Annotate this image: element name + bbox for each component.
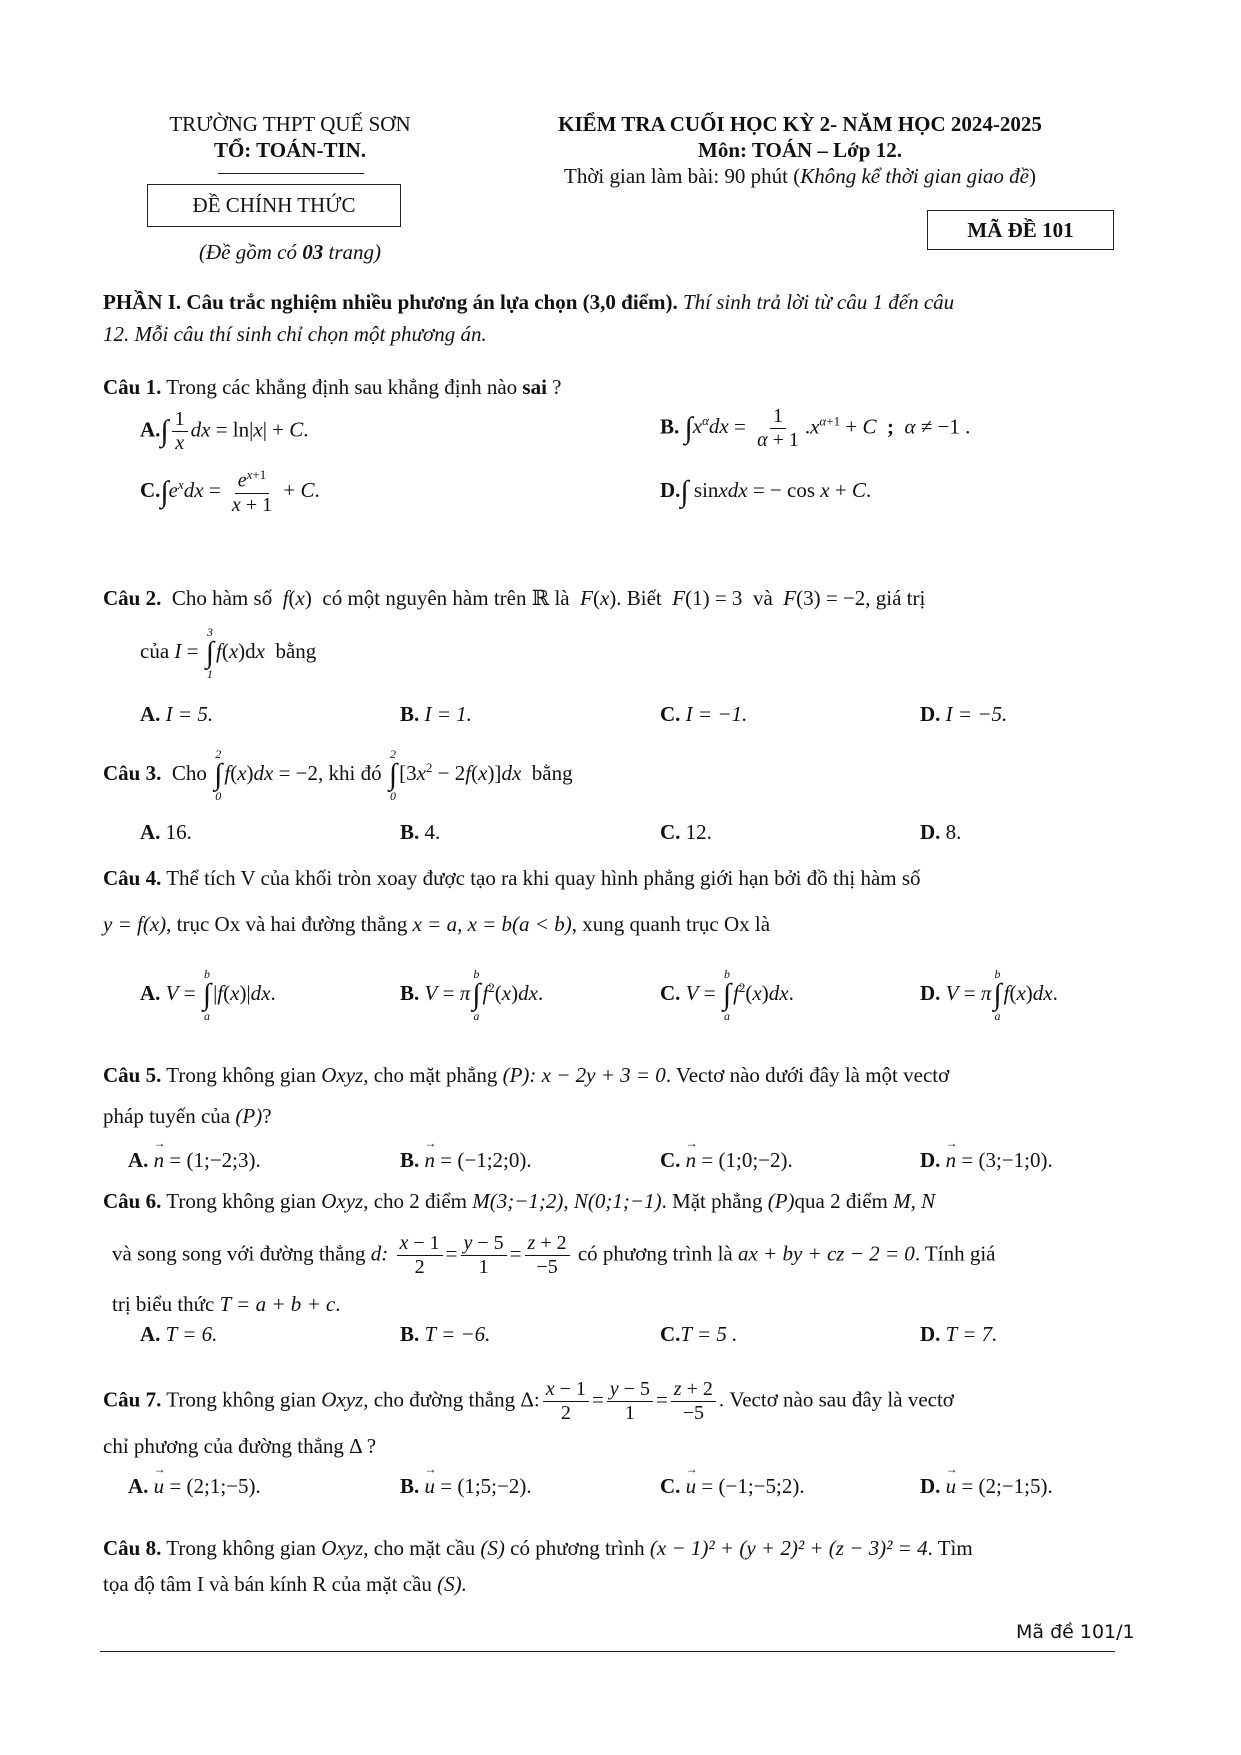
exam-code-box <box>927 210 1114 250</box>
q7-option-a[interactable]: A. → u = (2;1;−5). <box>128 1474 261 1499</box>
q5-option-c[interactable]: C. → n = (1;0;−2). <box>660 1148 793 1173</box>
q5-option-d[interactable]: D. → n = (3;−1;0). <box>920 1148 1053 1173</box>
q7-option-b[interactable]: B. → u = (1;5;−2). <box>400 1474 532 1499</box>
q8-stem-2: tọa độ tâm I và bán kính R của mặt cầu (S). <box>103 1572 467 1596</box>
q5-stem: Câu 5. Trong không gian Oxyz, cho mặt phẳng (P): x − 2y + 3 = 0. Vectơ nào dưới đây là một vectơ <box>103 1063 950 1087</box>
official-label: ĐỀ CHÍNH THỨC <box>192 193 356 217</box>
q6-option-b[interactable]: B. T = −6. <box>400 1322 491 1346</box>
subject: Môn: TOÁN – Lớp 12. <box>698 138 902 162</box>
q6-option-a[interactable]: A. T = 6. <box>140 1322 218 1346</box>
q6-stem: Câu 6. Trong không gian Oxyz, cho 2 điểm M(3;−1;2), N(0;1;−1). Mặt phẳng (P)qua 2 điểm M, N <box>103 1189 936 1213</box>
q7-stem: Câu 7. Trong không gian Oxyz, cho đường thẳng Δ: $\frac{x - 1}{2}$ = $\frac{y - 5}{1}$ = $\frac{z + 2}{-5}$ . Vectơ nào sau đây là vectơ <box>103 1378 954 1424</box>
q4-option-c[interactable]: C. V = b ∫ a $f^2(x)dx$. <box>660 967 794 1023</box>
official-exam-box <box>147 184 401 227</box>
exam-title: KIỂM TRA CUỐI HỌC KỲ 2- NĂM HỌC 2024-2025 <box>558 112 1042 136</box>
q4-stem-2: y = f(x), trục Ox và hai đường thẳng x = a, x = b(a < b), xung quanh trục Ox là <box>103 912 771 936</box>
q2-option-d[interactable]: D. I = −5. <box>920 702 1008 726</box>
q1-option-c[interactable]: $C.\int e^xdx$ = $\frac{e^{x+1}}{x + 1}$ + C. <box>140 467 320 516</box>
q5-option-a[interactable]: A. → n = (1;−2;3). <box>128 1148 261 1173</box>
q6-stem-2: và song song với đường thẳng d: $\frac{x - 1}{2}$ = $\frac{y - 5}{1}$ = $\frac{z + 2}{-5}$ có phương trình là ax + by + cz − 2 = 0. Tính giá <box>112 1232 996 1278</box>
header-underline <box>218 173 364 174</box>
page-footer-code: Mã đề 101/1 <box>1016 1621 1135 1643</box>
q4-option-d[interactable]: D. V = π b ∫ a f(x)dx. <box>920 967 1058 1023</box>
q2-stem: Câu 2. Cho hàm số f(x) có một nguyên hàm trên ℝ là F(x). Biết F(1) = 3 và F(3) = −2, giá trị <box>103 586 926 610</box>
q3-option-d[interactable]: D. 8. <box>920 820 962 844</box>
q5-option-b[interactable]: B. → n = (−1;2;0). <box>400 1148 532 1173</box>
exam-code: MÃ ĐỀ 101 <box>967 218 1074 242</box>
footer-rule <box>100 1651 1115 1652</box>
q6-stem-3: trị biểu thức T = a + b + c. <box>112 1292 341 1316</box>
q2-option-b[interactable]: B. I = 1. <box>400 702 472 726</box>
q7-option-c[interactable]: C. → u = (−1;−5;2). <box>660 1474 805 1499</box>
pages-note: (Đề gồm có 03 trang) <box>199 240 381 264</box>
q2-stem-2: của I = 3 ∫ 1 f(x)dx bằng <box>140 625 317 681</box>
q4-stem: Câu 4. Thể tích V của khối tròn xoay được tạo ra khi quay hình phẳng giới hạn bởi đồ thị hàm số <box>103 866 921 890</box>
part1-heading: PHẦN I. Câu trắc nghiệm nhiều phương án lựa chọn (3,0 điểm). Thí sinh trả lời từ câu 1 đến câu <box>103 290 955 314</box>
q1-option-d[interactable]: D.∫ sinxdx = − cos x + C. <box>660 475 872 508</box>
q7-stem-2: chỉ phương của đường thẳng Δ ? <box>103 1434 377 1458</box>
q3-option-c[interactable]: C. 12. <box>660 820 712 844</box>
q3-option-a[interactable]: A. 16. <box>140 820 192 844</box>
q1-stem: Câu 1. Trong các khẳng định sau khẳng định nào sai ? <box>103 375 562 399</box>
department: TỔ: TOÁN-TIN. <box>213 138 367 162</box>
q5-stem-2: pháp tuyến của (P)? <box>103 1104 272 1128</box>
q2-option-c[interactable]: C. I = −1. <box>660 702 748 726</box>
q1-option-b[interactable]: B. $\int x^\alpha dx$ = $\frac{1}{\alpha + 1}$ $.x^{\alpha+1} + C$ ; α ≠ −1 . <box>660 405 971 451</box>
q1-option-a[interactable]: A.∫ $\frac{1}{x}$ dx = ln|x| + C. <box>140 408 309 454</box>
time-limit: Thời gian làm bài: 90 phút (Không kể thời gian giao đề) <box>564 164 1036 188</box>
q4-option-a[interactable]: A. V = b ∫ a |f(x)|dx. <box>140 967 276 1023</box>
part1-instructions: 12. Mỗi câu thí sinh chỉ chọn một phương án. <box>103 322 487 346</box>
q3-option-b[interactable]: B. 4. <box>400 820 441 844</box>
school-name: TRƯỜNG THPT QUẾ SƠN <box>169 112 411 136</box>
q8-stem: Câu 8. Trong không gian Oxyz, cho mặt cầu (S) có phương trình (x − 1)² + (y + 2)² + (z − 3)² = 4. Tìm <box>103 1536 973 1560</box>
q3-stem: Câu 3. Cho 2 ∫ 0 f(x)dx = −2, khi đó 2 ∫ 0 $[3x^2 - 2f(x)]dx$ bằng <box>103 747 573 803</box>
q7-option-d[interactable]: D. → u = (2;−1;5). <box>920 1474 1053 1499</box>
q6-option-d[interactable]: D. T = 7. <box>920 1322 998 1346</box>
q6-option-c[interactable]: C.T = 5 . <box>660 1322 738 1346</box>
q2-option-a[interactable]: A. I = 5. <box>140 702 214 726</box>
q4-option-b[interactable]: B. V = π b ∫ a $f^2(x)dx$. <box>400 967 544 1023</box>
